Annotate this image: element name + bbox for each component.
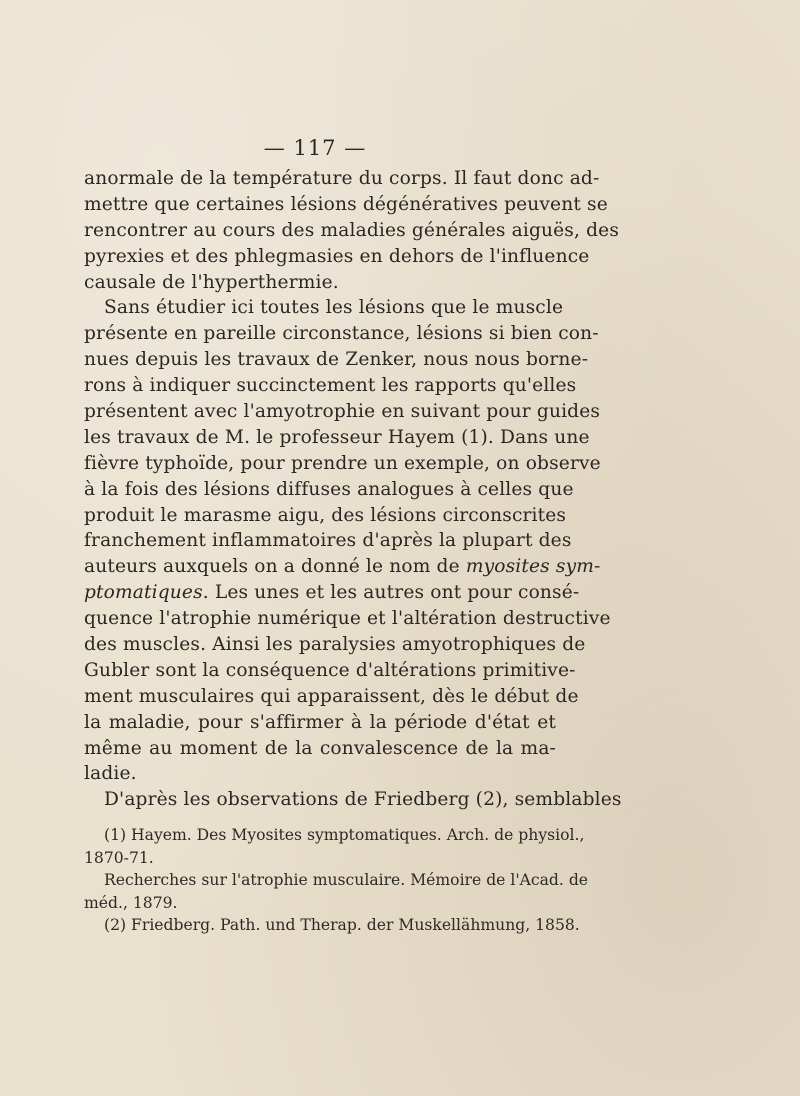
- text-segment: auteurs auxquels on a donné le nom de: [84, 556, 466, 578]
- text-line: [84, 554, 601, 580]
- footnote-line: méd., 1879.: [84, 893, 178, 912]
- italic-term: ptomatiques: [84, 582, 203, 604]
- footnotes: [84, 824, 589, 937]
- text-line: la maladie, pour s'affirmer à la période d'état et: [84, 711, 556, 733]
- footnote-line: Recherches sur l'atrophie musculaire. Mémoire de l'Acad. de: [104, 871, 589, 889]
- text-line: franchement inflammatoires d'après la plupart des: [84, 530, 572, 552]
- text-line: les travaux de M. le professeur Hayem (1). Dans une: [84, 426, 590, 448]
- text-line: même au moment de la convalescence de la ma-: [84, 737, 556, 759]
- footnote-line: (1) Hayem. Des Myosites symptomatiques. Arch. de physiol.,: [104, 826, 585, 844]
- text-line: rencontrer au cours des maladies générales aiguës, des: [84, 219, 620, 241]
- text-line: présentent avec l'amyotrophie en suivant pour guides: [84, 401, 601, 423]
- italic-term: myosites sym-: [465, 556, 601, 578]
- text-line: anormale de la température du corps. Il faut donc ad-: [84, 168, 600, 189]
- text-line: à la fois des lésions diffuses analogues à celles que: [84, 478, 574, 500]
- text-line: causale de l'hyperthermie.: [84, 271, 339, 293]
- text-line: rons à indiquer succinctement les rapports qu'elles: [84, 375, 577, 397]
- text-line: des muscles. Ainsi les paralysies amyotrophiques de: [84, 634, 586, 656]
- text-line: [84, 580, 580, 606]
- text-line: ment musculaires qui apparaissent, dès le début de: [84, 685, 579, 707]
- text-line: pyrexies et des phlegmasies en dehors de l'influence: [84, 245, 590, 267]
- text-line: quence l'atrophie numérique et l'altération destructive: [84, 608, 611, 630]
- text-line: ladie.: [84, 763, 137, 785]
- footnote-line: (2) Friedberg. Path. und Therap. der Muskellähmung, 1858.: [104, 916, 580, 934]
- text-line: Sans étudier ici toutes les lésions que le muscle: [104, 297, 564, 319]
- text-line: produit le marasme aigu, des lésions circonscrites: [84, 504, 567, 526]
- body-text: [84, 166, 622, 813]
- text-line: Gubler sont la conséquence d'altérations primitive-: [84, 659, 576, 681]
- text-line: D'après les observations de Friedberg (2), semblables: [104, 789, 622, 811]
- footnote-line: 1870-71.: [84, 848, 154, 867]
- text-line: fièvre typhoïde, pour prendre un exemple, on observe: [84, 452, 601, 474]
- text-segment: . Les unes et les autres ont pour consé-: [202, 582, 580, 604]
- text-line: nues depuis les travaux de Zenker, nous nous borne-: [84, 349, 589, 371]
- text-line: présente en pareille circonstance, lésions si bien con-: [84, 323, 599, 345]
- text-line: mettre que certaines lésions dégénératives peuvent se: [84, 193, 608, 215]
- page-number: — 117 —: [263, 136, 367, 160]
